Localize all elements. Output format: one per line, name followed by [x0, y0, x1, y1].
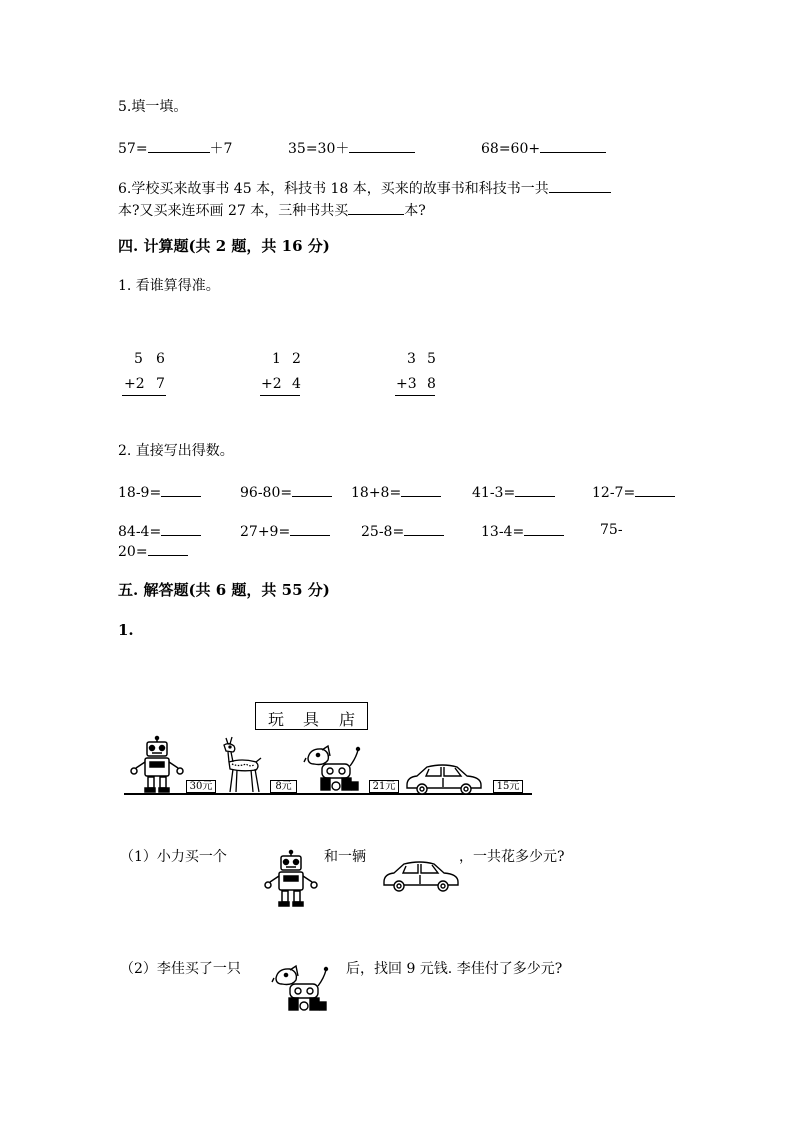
toy-shop-sign: 玩 具 店	[255, 702, 368, 730]
s5-sub1-text-a: （1）小力买一个	[120, 849, 227, 865]
answer-blank[interactable]	[161, 521, 201, 536]
s4-q1-title: 1. 看谁算得准。	[118, 278, 220, 294]
answer-blank[interactable]	[161, 482, 201, 497]
toy-car-icon	[382, 860, 460, 892]
vertical-addition-2: 1 2 +2 4	[261, 351, 301, 392]
answer-blank[interactable]	[290, 521, 330, 536]
price-tag-deer: 8元	[270, 780, 297, 793]
q5-item-2: 35=30＋	[288, 138, 415, 158]
sum-line	[395, 395, 435, 396]
answer-blank[interactable]	[404, 521, 444, 536]
q5-item-1: 57= ＋7	[118, 138, 232, 158]
robot-dog-icon	[272, 966, 332, 1014]
oral-item: 96-80=	[240, 482, 332, 502]
oral-item: 84-4=	[118, 521, 201, 541]
price-tag-dog: 21元	[369, 780, 399, 793]
answer-blank[interactable]	[348, 200, 404, 215]
answer-blank[interactable]	[401, 482, 441, 497]
answer-blank[interactable]	[349, 138, 415, 153]
vertical-addition-3: 3 5 +3 8	[396, 351, 436, 392]
q5-item-3: 68=60+	[481, 138, 606, 158]
robot-dog-icon	[304, 746, 364, 794]
deer-icon	[218, 736, 264, 794]
oral-item: 25-8=	[361, 521, 444, 541]
price-tag-robot: 30元	[186, 780, 216, 793]
toy-car-icon	[405, 763, 483, 795]
s5-sub1-text-c: ，一共花多少元?	[459, 849, 565, 865]
oral-item: 20=	[118, 541, 188, 561]
robot-icon	[128, 736, 186, 794]
oral-item: 12-7=	[592, 482, 675, 502]
q5-title: 5.填一填。	[118, 99, 188, 115]
s5-sub2-text-a: （2）李佳买了一只	[120, 961, 241, 977]
answer-blank[interactable]	[515, 482, 555, 497]
answer-blank[interactable]	[148, 541, 188, 556]
section-5-heading: 五. 解答题(共 6 题，共 55 分)	[118, 581, 330, 599]
price-tag-car: 15元	[493, 780, 523, 793]
s5-sub1-text-b: 和一辆	[324, 849, 366, 865]
oral-item: 13-4=	[481, 521, 564, 541]
q6-line-1: 6.学校买来故事书 45 本，科技书 18 本，买来的故事书和科技书一共	[118, 178, 611, 198]
robot-icon	[262, 850, 320, 908]
answer-blank[interactable]	[549, 178, 611, 193]
oral-item: 18+8=	[351, 482, 441, 502]
answer-blank[interactable]	[148, 138, 210, 153]
oral-item: 18-9=	[118, 482, 201, 502]
sum-line	[260, 395, 300, 396]
vertical-addition-1: 5 6 +2 7	[124, 351, 165, 392]
oral-item: 27+9=	[240, 521, 330, 541]
answer-blank[interactable]	[635, 482, 675, 497]
oral-item: 75-	[600, 522, 623, 538]
oral-item: 41-3=	[472, 482, 555, 502]
s4-q2-title: 2. 直接写出得数。	[118, 443, 234, 459]
answer-blank[interactable]	[292, 482, 332, 497]
answer-blank[interactable]	[540, 138, 606, 153]
s5-sub2-text-b: 后，找回 9 元钱. 李佳付了多少元?	[346, 961, 563, 977]
answer-blank[interactable]	[524, 521, 564, 536]
sum-line	[122, 395, 166, 396]
s5-q1-number: 1.	[118, 621, 134, 639]
q6-line-2: 本?又买来连环画 27 本，三种书共买 本?	[118, 200, 426, 220]
section-4-heading: 四. 计算题(共 2 题，共 16 分)	[118, 237, 330, 255]
